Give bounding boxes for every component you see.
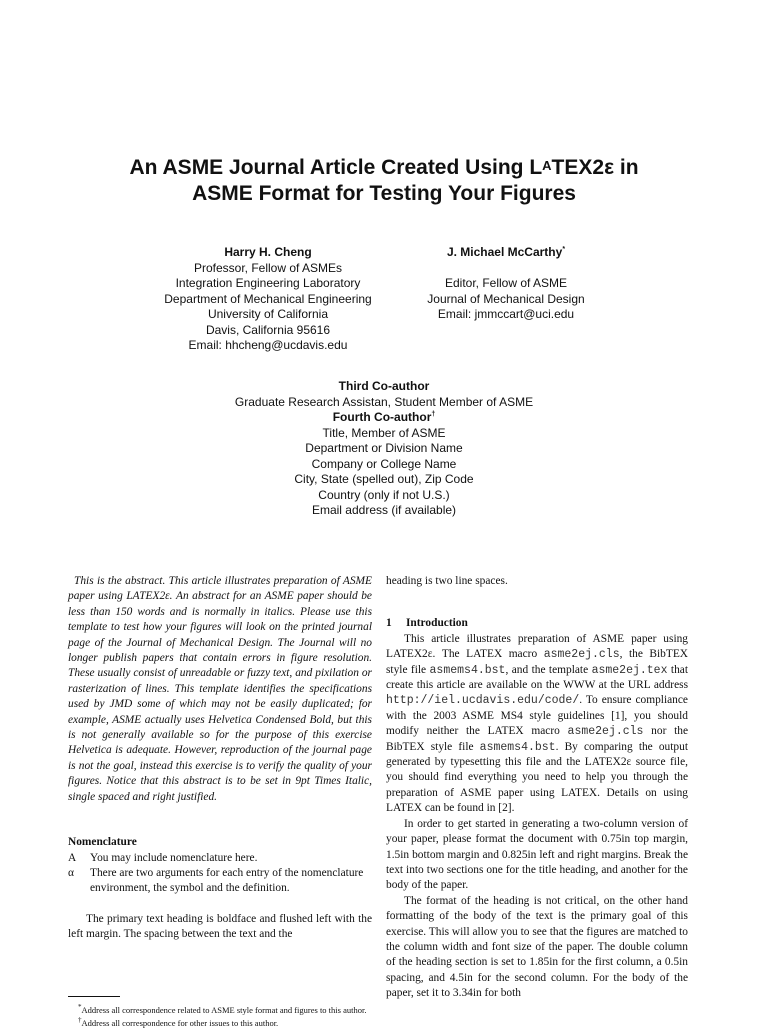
paper-title: An ASME Journal Article Created Using $L^ATEX2\varepsilon$ in ASME Format for Testing Your Figures [129,156,639,205]
author-name: J. Michael McCarthy [446,245,563,259]
author-name: Harry H. Cheng [224,245,312,259]
right-column [386,574,688,1002]
author-mccarthy: J. Michael McCarthy* Editor, Fellow of ASME Journal of Mechanical Design Email: jmmccart@uci.edu [427,245,585,321]
nomenclature-item: α There are two arguments for each entry of the nomenclature environment, the symbol and the definition. [68,866,364,895]
author-name: Third Co-author [338,379,430,393]
footnote-item: †Address all correspondence for other issues to this author. [78,1016,279,1029]
footnote-item: *Address all correspondence related to ASME style format and figures to this author. [78,1003,367,1015]
abstract: This is the abstract. This article illustrates preparation of ASME paper using LATEX2ε. An abstract for an ASME paper should be less than 150 words and is normally in italics. Please use this template to test how your figures will look on the printed journal page of the Journal of Mechanical Design. The Journal will no longer publish papers that contain errors in figure resolution. These usually consist of unreadable or fuzzy text, and pixilation or rasterization of lines. This template identifies the specifications used by JMD some of which may not be easily duplicated; for example, ASME actually uses Helvetica Condensed Bold, but this is not generally available so for the purpose of this exercise Helvetica is adequate. However, reproduction of the journal page is not the goal, instead this exercise is to verify the quality of your figures. Notice that this abstract is to be set in 9pt Times Italic, single spaced and right justified. [68,575,372,803]
body-paragraph: The primary text heading is boldface and flushed left with the left margin. The spacing between the text and the [68,912,372,941]
author-name: Fourth Co-author [332,410,432,424]
section-heading: 1 Introduction [386,617,468,630]
author-coauthors: Third Co-author Graduate Research Assistan, Student Member of ASME Fourth Co-author† Title, Member of ASME Department or Division Name Company or College Name City, State (spelled out), Zip Code Country (only if not U.S.) Email address (if available) [184,379,584,519]
nomenclature-heading: Nomenclature [68,836,137,849]
body-paragraph: The format of the heading is not critical, on the other hand formatting of the body of the text is the primary goal of this exercise. This will allow you to see that the figures are matched to the column width and font size of the paper. The double column of the heading section is set to 1.85in for the first column, a 0.5in spacing, and 4.5in for the second column. For the body of the paper, set it to 3.34in for both [386,894,688,1000]
left-column [68,574,372,943]
body-paragraph: heading is two line spaces. [386,575,508,587]
footnotes [68,1002,372,1029]
body-paragraph: In order to get started in generating a two-column version of your paper, please format the document with 0.75in top margin, 1.5in bottom margin and 0.825in left and right margins. Break the text into two sections one for the title heading, and another for the body of the paper. [386,817,688,892]
nomenclature-item: A You may include nomenclature here. [68,851,258,864]
footnote-rule [68,996,120,997]
author-cheng: Harry H. Cheng Professor, Fellow of ASMEs Integration Engineering Laboratory Department of Mechanical Engineering University of California Davis, California 95616 Email: hhcheng@ucdavis.edu [148,245,388,354]
body-paragraph: This article illustrates preparation of ASME paper using LATEX2ε. The LATEX macro asme2ej.cls, the BibTEX style file asmems4.bst, and the template asme2ej.tex that create this article are available on the WWW at the URL address http://iel.ucdavis.edu/code/. To ensure compliance with the 2003 ASME MS4 style guidelines [1], you should modify neither the LATEX macro asme2ej.cls nor the BibTEX style file asmems4.bst. By comparing the output generated by typesetting this file and the LATEX2ε source file, you should find everything you need to help you through the preparation of ASME paper using LATEX. Details on using LATEX can be found in [2]. [386,632,689,815]
